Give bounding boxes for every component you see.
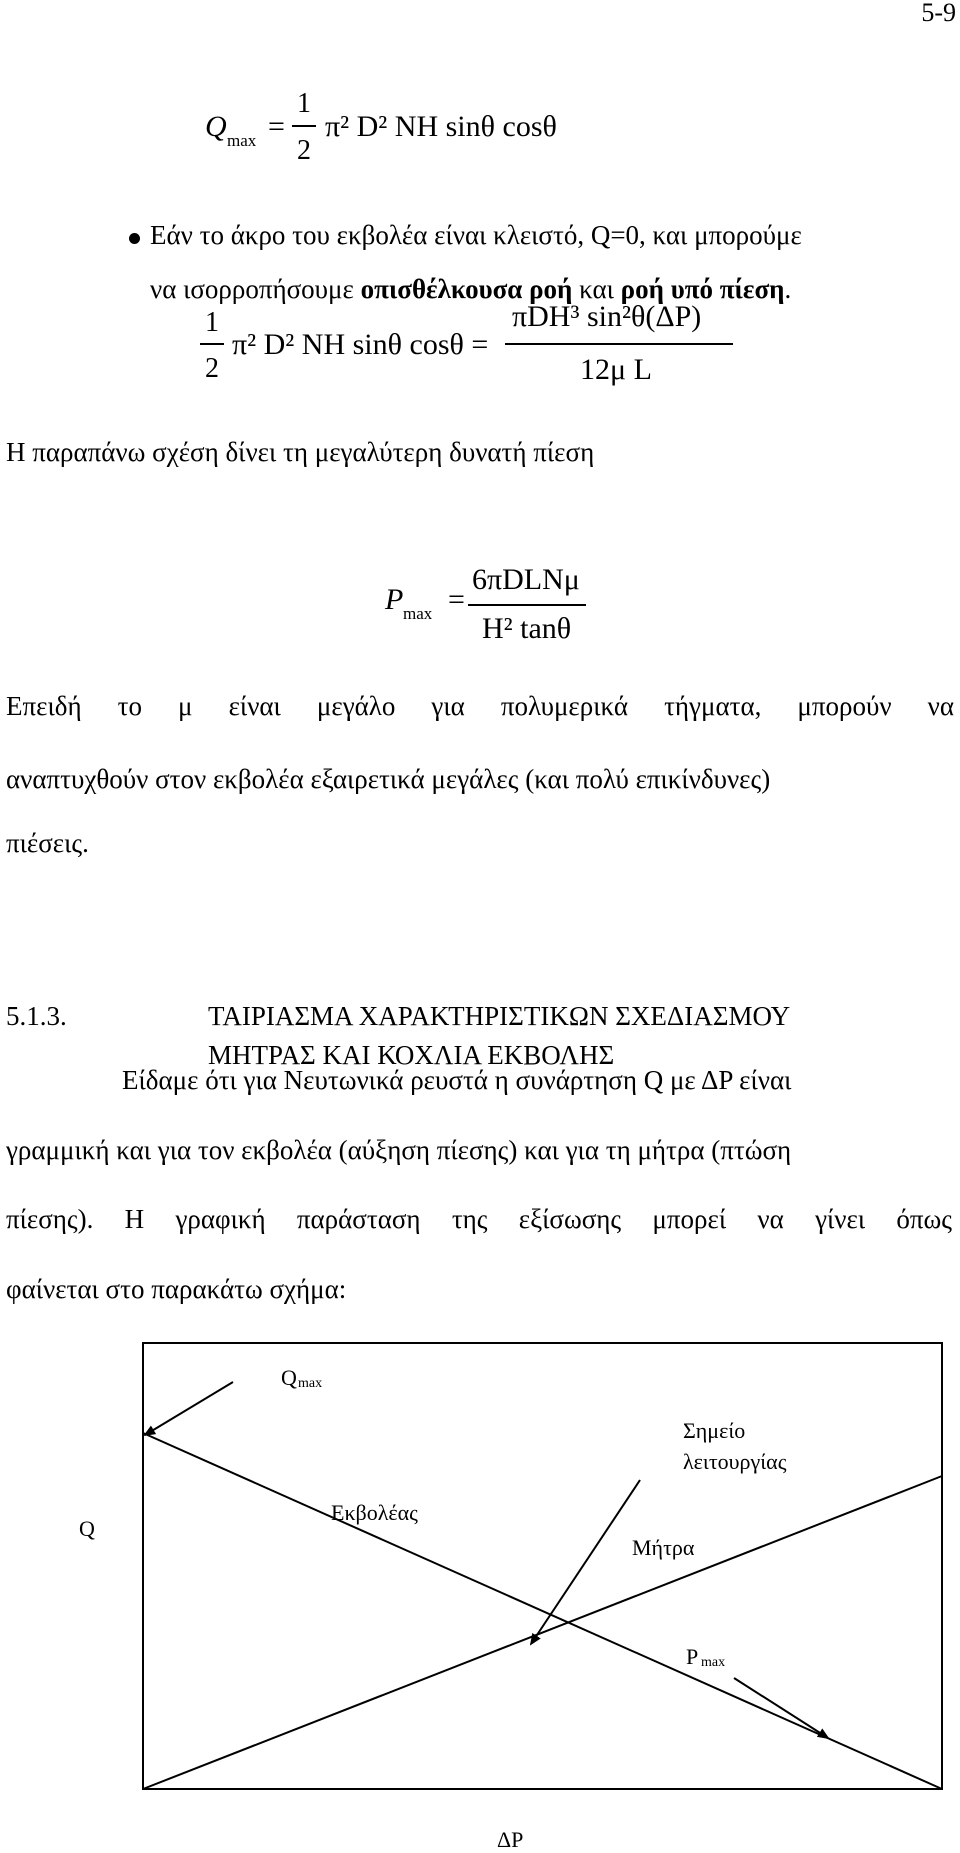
extruder-line [143,1433,942,1789]
eq2-middle: π² D² NH sinθ cosθ = [232,328,489,361]
section-title-line-1: ΤΑΙΡΙΑΣΜΑ ΧΑΡΑΚΤΗΡΙΣΤΙΚΩΝ ΣΧΕΔΙΑΣΜΟΥ [208,1001,791,1031]
figure-label-extruder: Εκβολέας [331,1500,418,1525]
section-title-line-2: ΜΗΤΡΑΣ ΚΑΙ ΚΟΧΛΙΑ ΕΚΒΟΛΗΣ [208,1040,615,1070]
figure-label-delta-p: ΔP [497,1827,524,1852]
bullet-term-drag-flow: οπισθέλκουσα ροή [360,274,573,304]
bullet-text-c: και [572,274,621,304]
eq1-lhs-sub: max [227,131,257,150]
die-line [143,1476,942,1789]
operating-point-arrow [531,1480,640,1644]
pmax-arrow [734,1678,828,1738]
eq2-num-left: 1 [205,307,219,338]
figure-label-pmax-sub: max [701,1655,726,1670]
paragraph-mu-line-1: Επειδή το μ είναι μεγάλο για πολυμερικά τήγματα, μπορούν να [6,691,954,721]
eq1-den: 2 [297,135,311,166]
paragraph-mu-line-3: πιέσεις. [6,828,89,858]
paragraph-mu-line-2: αναπτυχθούν στον εκβολέα εξαιρετικά μεγάλες (και πολύ επικίνδυνες) [6,764,771,794]
qmax-arrow [145,1382,233,1435]
figure-frame [143,1343,942,1789]
paragraph-newtonian-line-3: πίεσης). Η γραφική παράσταση της εξίσωσης μπορεί να γίνει όπως [6,1204,952,1234]
eq1-equals: = [268,110,285,143]
eq3-den: H² tanθ [482,612,572,645]
paragraph-newtonian-line-4: φαίνεται στο παρακάτω σχήμα: [6,1274,347,1304]
paragraph-newtonian-line-1: Είδαμε ότι για Νευτωνικά ρευστά η συνάρτηση Q με ΔP είναι [122,1065,792,1095]
figure-label-operating-2: λειτουργίας [683,1449,787,1474]
section-number: 5.1.3. [6,1001,67,1031]
eq3-equals: = [448,583,465,616]
eq2-num-right: πDH³ sin²θ(ΔP) [512,300,702,333]
figure-label-operating-1: Σημείο [683,1418,746,1443]
eq3-num: 6πDLNμ [472,563,580,596]
figure-label-qmax-sub: max [298,1376,323,1391]
eq3-lhs-sub: max [403,604,433,623]
bullet-line-1: Εάν το άκρο του εκβολέα είναι κλειστό, Q=0, και μπορούμε [150,220,802,250]
eq2-den-right: 12μ L [580,353,652,386]
figure-label-qmax: Q [281,1365,297,1390]
eq1-rhs: π² D² NH sinθ cosθ [325,110,557,143]
eq2-den-left: 2 [205,353,219,384]
figure-label-die: Μήτρα [632,1535,695,1560]
figure-label-q: Q [79,1516,95,1541]
eq3-lhs-var: P [385,583,404,616]
bullet-term-pressure-flow: ροή υπό πίεση [620,274,785,304]
page-number: 5-9 [921,0,956,27]
figure-label-pmax: P [686,1644,699,1669]
eq1-lhs-var: Q [205,110,227,143]
eq1-num: 1 [297,88,311,119]
bullet-text-e: . [784,274,792,304]
paragraph-newtonian-line-2: γραμμική και για τον εκβολέα (αύξηση πίεσης) και για τη μήτρα (πτώση [6,1135,792,1165]
bullet-text-a: να ισορροπήσουμε [150,274,361,304]
paragraph-max-pressure: Η παραπάνω σχέση δίνει τη μεγαλύτερη δυνατή πίεση [6,437,595,467]
